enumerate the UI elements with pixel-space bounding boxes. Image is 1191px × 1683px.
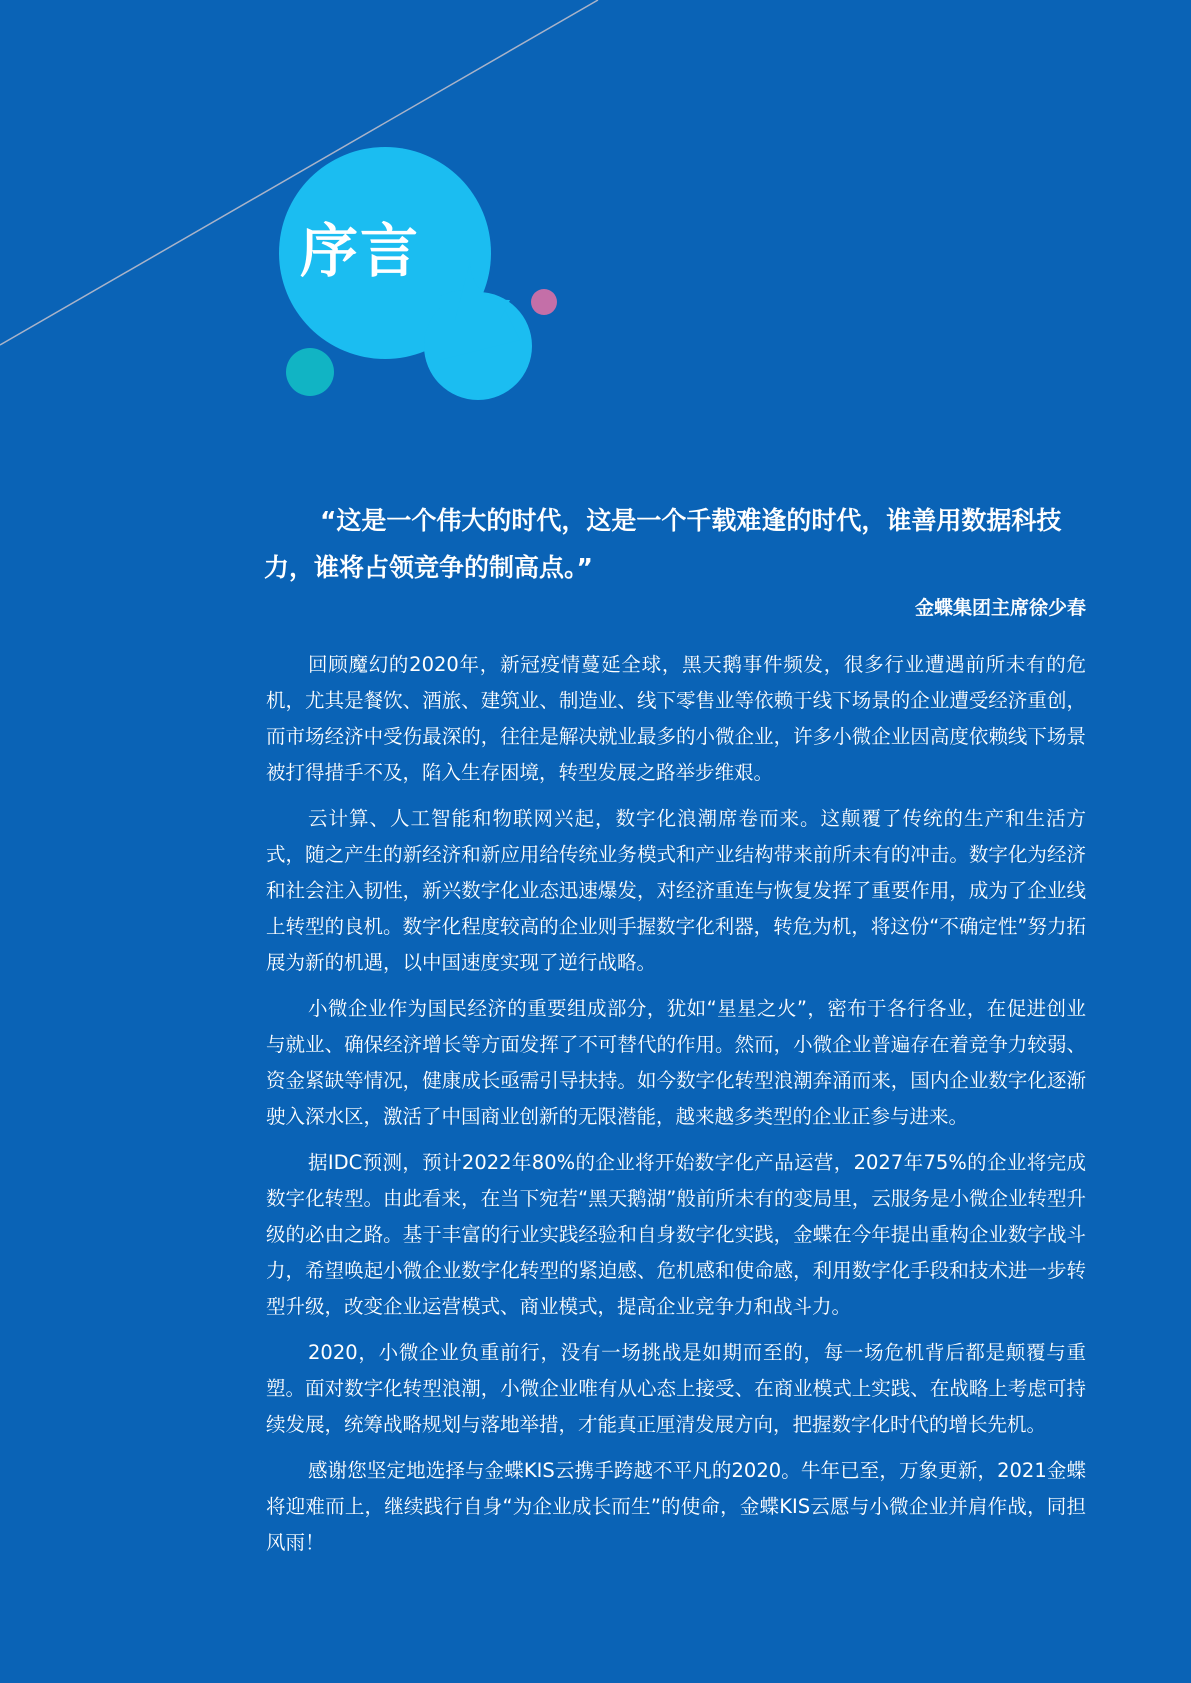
page-title: 序言 bbox=[300, 217, 421, 285]
paragraph-6: 感谢您坚定地选择与金蝶KIS云携手跨越不平凡的2020。牛年已至，万象更新，2021金蝶将迎难而上，继续践行自身“为企业成长而生”的使命，金蝶KIS云愿与小微企业并肩作战，同担风雨！ bbox=[266, 1459, 1086, 1554]
paragraph-3: 小微企业作为国民经济的重要组成部分，犹如“星星之火”，密布于各行各业，在促进创业与就业、确保经济增长等方面发挥了不可替代的作用。然而，小微企业普遍存在着竞争力较弱、资金紧缺等情况，健康成长亟需引导扶持。如今数字化转型浪潮奔涌而来，国内企业数字化逐渐驶入深水区，激活了中国商业创新的无限潜能，越来越多类型的企业正参与进来。 bbox=[266, 997, 1086, 1128]
paragraph-1: 回顾魔幻的2020年，新冠疫情蔓延全球，黑天鹅事件频发，很多行业遭遇前所未有的危机，尤其是餐饮、酒旅、建筑业、制造业、线下零售业等依赖于线下场景的企业遭受经济重创，而市场经济中受伤最深的，往往是解决就业最多的小微企业，许多小微企业因高度依赖线下场景被打得措手不及，陷入生存困境，转型发展之路举步维艰。 bbox=[266, 653, 1086, 784]
decoration-graphic bbox=[0, 0, 1191, 420]
paragraph-5: 2020，小微企业负重前行，没有一场挑战是如期而至的，每一场危机背后都是颠覆与重塑。面对数字化转型浪潮，小微企业唯有从心态上接受、在商业模式上实践、在战略上考虑可持续发展，统筹战略规划与落地举措，才能真正厘清发展方向，把握数字化时代的增长先机。 bbox=[266, 1341, 1086, 1436]
paragraph-2: 云计算、人工智能和物联网兴起，数字化浪潮席卷而来。这颠覆了传统的生产和生活方式，随之产生的新经济和新应用给传统业务模式和产业结构带来前所未有的冲击。数字化为经济和社会注入韧性，新兴数字化业态迅速爆发，对经济重连与恢复发挥了重要作用，成为了企业线上转型的良机。数字化程度较高的企业则手握数字化利器，转危为机，将这份“不确定性”努力拓展为新的机遇，以中国速度实现了逆行战略。 bbox=[266, 807, 1086, 974]
quote-author: 金蝶集团主席徐少春 bbox=[914, 597, 1086, 619]
pink-dot bbox=[531, 289, 557, 315]
paragraph-4: 据IDC预测，预计2022年80%的企业将开始数字化产品运营，2027年75%的企业将完成数字化转型。由此看来，在当下宛若“黑天鹅湖”般前所未有的变局里，云服务是小微企业转型升级的必由之路。基于丰富的行业实践经验和自身数字化实践，金蝶在今年提出重构企业数字战斗力，希望唤起小微企业数字化转型的紧迫感、危机感和使命感，利用数字化手段和技术进一步转型升级，改变企业运营模式、商业模式，提高企业竞争力和战斗力。 bbox=[266, 1151, 1086, 1318]
teal-dot bbox=[286, 348, 334, 396]
opening-quote: “这是一个伟大的时代，这是一个千载难逢的时代，谁善用数据科技力，谁将占领竞争的制高点。” bbox=[264, 506, 1062, 582]
main-content bbox=[266, 497, 1086, 1571]
